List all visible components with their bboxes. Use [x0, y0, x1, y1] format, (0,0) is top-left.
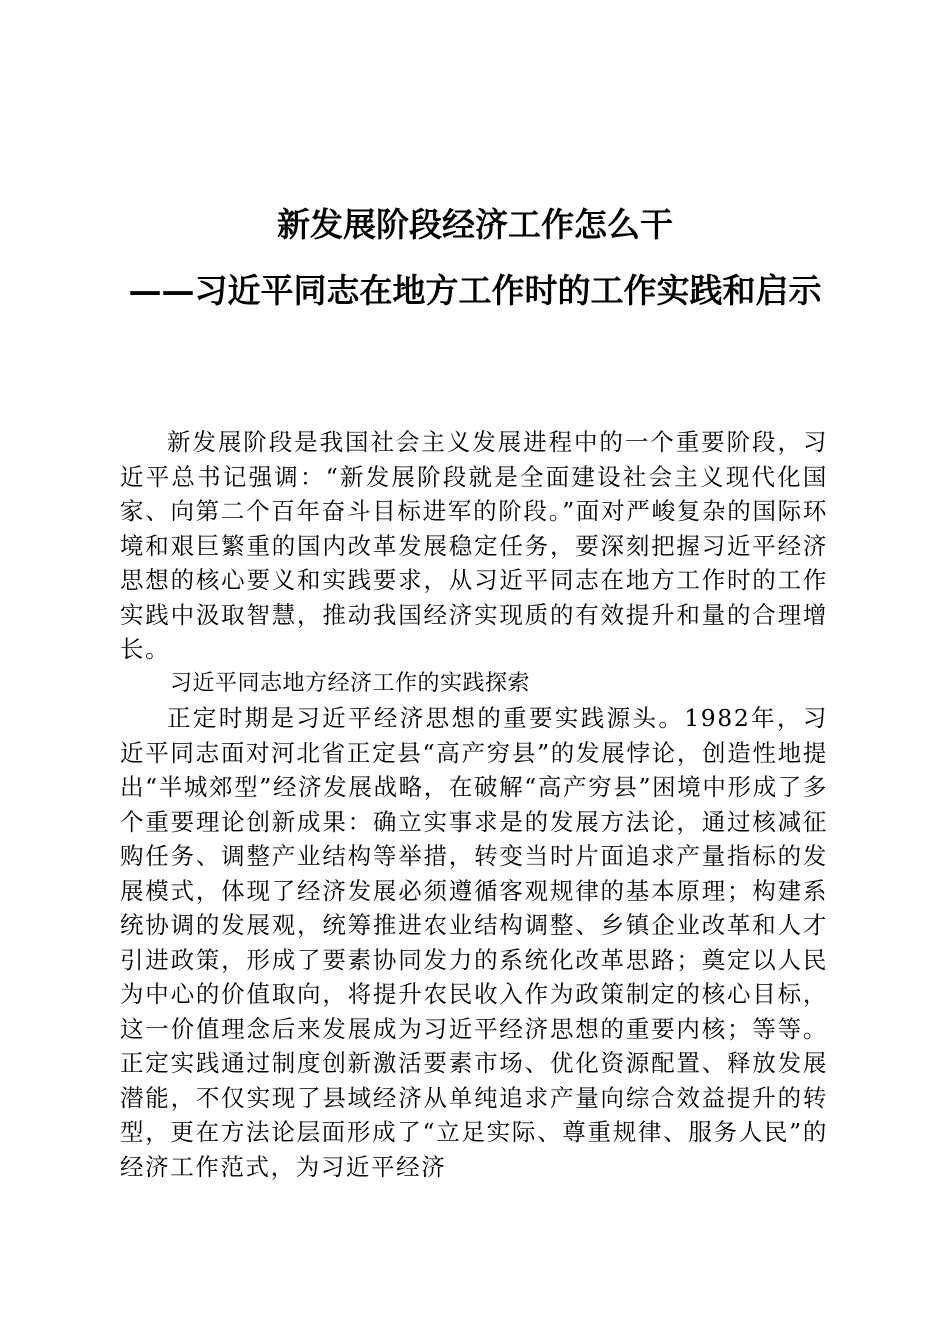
title-block [110, 192, 840, 324]
section-heading: 习近平同志地方经济工作的实践探索 [170, 670, 531, 696]
section-paragraph: 正定时期是习近平经济思想的重要实践源头。1982年，习近平同志面对河北省正定县“高产穷县”的发展悖论，创造性地提出“半城郊型”经济发展战略，在破解“高产穷县”困境中形成了多个重要理论创新成果：确立实事求是的发展方法论，通过核减征购任务、调整产业结构等举措，转变当时片面追求产量指标的发展模式，体现了经济发展必须遵循客观规律的基本原理；构建系统协调的发展观，统筹推进农业结构调整、乡镇企业改革和人才引进政策，形成了要素协同发力的系统化改革思路；奠定以人民为中心的价值取向，将提升农民收入作为政策制定的核心目标，这一价值理念后来发展成为习近平经济思想的重要内核；等等。正定实践通过制度创新激活要素市场、优化资源配置、释放发展潜能，不仅实现了县域经济从单纯追求产量向综合效益提升的转型，更在方法论层面形成了“立足实际、尊重规律、服务人民”的经济工作范式，为习近平经济 [120, 704, 828, 1181]
document-subtitle: ——习近平同志在地方工作时的工作实践和启示 [128, 271, 822, 310]
document-body [120, 425, 828, 1184]
intro-paragraph: 新发展阶段是我国社会主义发展进程中的一个重要阶段，习近平总书记强调：“新发展阶段就是全面建设社会主义现代化国家、向第二个百年奋斗目标进军的阶段。”面对严峻复杂的国际环境和艰巨繁重的国内改革发展稳定任务，要深刻把握习近平经济思想的核心要义和实践要求，从习近平同志在地方工作时的工作实践中汲取智慧，推动我国经济实现质的有效提升和量的合理增长。 [120, 428, 828, 663]
document-title: 新发展阶段经济工作怎么干 [277, 205, 673, 244]
